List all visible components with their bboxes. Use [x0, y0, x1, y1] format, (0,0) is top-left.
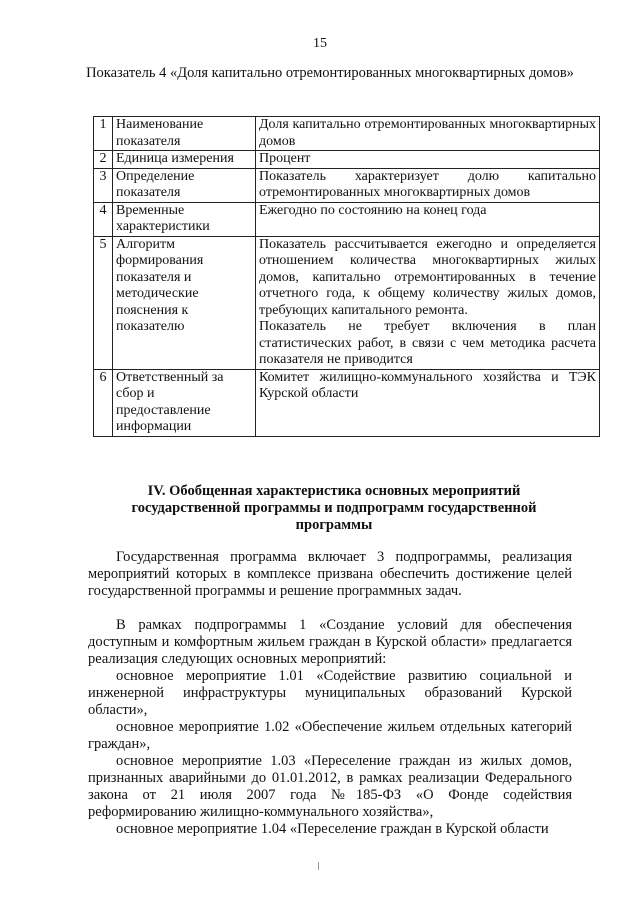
row-attribute-value	[256, 202, 600, 236]
table-row	[94, 168, 600, 202]
row-number: 4	[94, 202, 113, 236]
row-attribute-value	[256, 168, 600, 202]
paragraph-measure-1-03: основное мероприятие 1.03 «Переселение граждан из жилых домов, признанных аварийными до 01.01.2012, в рамках реализации Федерального закона от 21 июля 2007 года №185-ФЗ «О Фонде содействия реформированию жилищно-коммунального хозяйства»,	[88, 753, 572, 820]
paragraph-intro: Государственная программа включает 3 подпрограммы, реализация мероприятий которых в комплексе призвана обеспечить достижение целей государственной программы и решение программных задач.	[88, 549, 572, 599]
row-attribute-name: Алгоритм формирования показателя и методические пояснения к показателю	[113, 236, 256, 369]
row-attribute-value	[256, 236, 600, 369]
section-heading: IV. Обобщенная характеристика основных мероприятий государственной программы и подпрограмм государственной программы	[131, 483, 537, 533]
row-attribute-name: Временные характеристики	[113, 202, 256, 236]
row-attribute-value	[256, 117, 600, 151]
paragraph-measure-1-02: основное мероприятие 1.02 «Обеспечение жильем отдельных категорий граждан»,	[88, 719, 572, 752]
row-attribute-name: Единица измерения	[113, 151, 256, 169]
table-row	[94, 236, 600, 369]
row-number: 1	[94, 117, 113, 151]
paragraph-subprogram-1: В рамках подпрограммы 1 «Создание условий для обеспечения доступным и комфортным жильем граждан в Курской области» предлагается реализация следующих основных мероприятий:	[88, 617, 572, 667]
value-paragraph: Комитет жилищно-коммунального хозяйства и ТЭК Курской области	[259, 369, 596, 401]
indicator-title: Показатель 4 «Доля капитально отремонтированных многоквартирных домов»	[86, 65, 574, 81]
row-attribute-name: Определение показателя	[113, 168, 256, 202]
row-attribute-name: Ответственный за сбор и предоставление информации	[113, 369, 256, 436]
paragraph-measure-1-04: основное мероприятие 1.04 «Переселение граждан в Курской области	[116, 821, 549, 837]
row-number: 5	[94, 236, 113, 369]
page-marker	[318, 862, 319, 870]
table-row	[94, 369, 600, 436]
value-paragraph: Доля капитально отремонтированных многоквартирных домов	[259, 117, 596, 149]
value-paragraph: Показатель рассчитывается ежегодно и определяется отношением количества многоквартирных жилых домов, капитально отремонтированных в течение отчетного года, к общему количеству жилых домов, требующих капитального ремонта.	[259, 236, 596, 318]
value-paragraph: Показатель не требует включения в план статистических работ, в связи с чем методика расчета показателя не приводится	[259, 319, 596, 367]
table-row	[94, 117, 600, 151]
value-paragraph: Процент	[259, 151, 311, 166]
row-number: 3	[94, 168, 113, 202]
row-attribute-value	[256, 369, 600, 436]
value-paragraph: Ежегодно по состоянию на конец года	[259, 202, 487, 218]
passport-table-body	[94, 117, 600, 437]
indicator-passport-table	[93, 116, 600, 437]
page-number: 15	[313, 36, 327, 51]
value-paragraph: Показатель характеризует долю капитально отремонтированных многоквартирных домов	[259, 168, 596, 200]
paragraph-measure-1-01: основное мероприятие 1.01 «Содействие развитию социальной и инженерной инфраструктуры муниципальных образований Курской области»,	[88, 668, 572, 718]
row-attribute-value	[256, 151, 600, 169]
row-number: 6	[94, 369, 113, 436]
table-row	[94, 202, 600, 236]
row-number: 2	[94, 151, 113, 169]
row-attribute-name: Наименование показателя	[113, 117, 256, 151]
table-row	[94, 151, 600, 169]
